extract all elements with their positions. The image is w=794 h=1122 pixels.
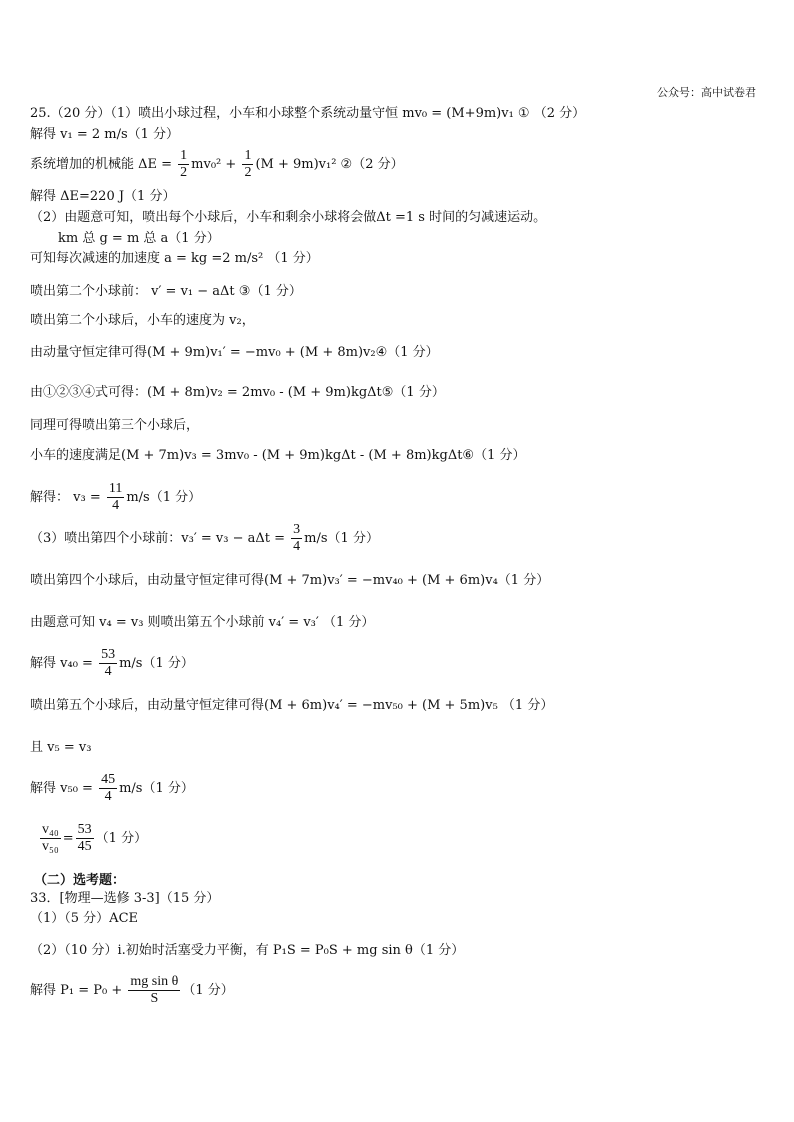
v3p-unit: m/s（1 分） [304,531,379,546]
v3-text: 解得： v₃ = [30,490,105,505]
solution-v1: 解得 v₁ = 2 m/s（1 分） [30,127,180,142]
v40-unit: m/s（1 分） [119,656,194,671]
solution-v3 [30,481,201,514]
v40-text: 解得 v₄₀ = [30,656,98,671]
fraction-v40 [99,647,117,680]
frac-num: 11 [108,481,123,496]
frac-den: 4 [104,789,112,804]
frac-den: 4 [293,539,301,554]
frac-num: 53 [101,647,116,662]
ratio-score: （1 分） [95,831,148,846]
combined-eq-5: 由①②③④式可得：(M + 8m)v₂ = 2mv₀ - (M + 9m)kgΔt⑤（1 分） [30,385,445,400]
frac-den: 45 [77,839,92,854]
fraction-half-1 [178,148,189,181]
fraction-ratio-left [40,822,61,855]
v3p-text: （3）喷出第四个小球前：v₃′ = v₃ − aΔt = [30,531,290,546]
fraction-v50 [99,772,117,805]
solution-v40 [30,647,194,680]
solution-delta-e: 解得 ΔE=220 J（1 分） [30,189,176,204]
momentum-eq-4: 由动量守恒定律可得(M + 9m)v₁′ = −mv₀ + (M + 8m)v₂④（1 分） [30,345,439,360]
frac-den: 4 [112,498,120,513]
energy-text: 系统增加的机械能 ΔE = [30,157,177,172]
v3-unit: m/s（1 分） [126,490,202,505]
third-ball-intro: 同理可得喷出第三个小球后， [30,418,200,433]
velocity-before-fourth [30,522,379,555]
momentum-fourth: 喷出第四个小球后，由动量守恒定律可得(M + 7m)v₃′ = −mv₄₀ + (M + 6m)v₄（1 分） [30,573,550,588]
frac-num: 45 [101,772,116,787]
newton-eq: km 总 g = m 总 a（1 分） [58,231,220,246]
frac-den: 2 [244,165,252,180]
fraction-v3p [291,522,302,555]
frac-den: 2 [180,165,188,180]
fraction-p1 [128,974,180,1007]
frac-num: v₄₀ [42,822,59,837]
fraction-ratio-right [76,822,94,855]
fraction-half-2 [242,148,253,181]
frac-num: 53 [77,822,92,837]
ratio-equals: = [62,831,74,846]
q33-part2-equilibrium: （2）（10 分）i.初始时活塞受力平衡，有 P₁S = P₀S + mg sin θ（1 分） [30,943,465,958]
fraction-v3 [107,481,124,514]
v50-text: 解得 v₅₀ = [30,781,98,796]
frac-den: S [150,991,159,1006]
frac-den: v₅₀ [42,839,59,854]
velocity-ratio [38,822,147,855]
part2-intro: （2）由题意可知，喷出每个小球后，小车和剩余小球将会做Δt =1 s 时间的匀减速运动。 [30,210,547,225]
momentum-eq-6: 小车的速度满足(M + 7m)v₃ = 3mv₀ - (M + 9m)kgΔt - (M + 8m)kgΔt⑥（1 分） [30,448,526,463]
frac-num: 1 [244,148,252,163]
energy-term-2: (M + 9m)v₁² ②（2 分） [255,157,404,172]
q25-part1-line: 25.（20 分）（1）喷出小球过程，小车和小球整个系统动量守恒 mv₀ = (M+9m)v₁ ① （2 分） [30,106,586,121]
velocity-after-second: 喷出第二个小球后，小车的速度为 v₂， [30,313,255,328]
frac-num: 1 [180,148,188,163]
acceleration-line: 可知每次减速的加速度 a = kg =2 m/s² （1 分） [30,251,319,266]
solution-v50 [30,772,194,805]
condition-v4: 由题意可知 v₄ = v₃ 则喷出第五个小球前 v₄′ = v₃′ （1 分） [30,615,375,630]
condition-v5: 且 v₅ = v₃ [30,740,92,755]
frac-num: 3 [293,522,301,537]
frac-den: 4 [104,664,112,679]
section-heading-elective: （二）选考题： [34,873,126,888]
v50-unit: m/s（1 分） [119,781,194,796]
energy-equation [30,148,404,181]
velocity-before-second: 喷出第二个小球前： v′ = v₁ − aΔt ③（1 分） [30,284,302,299]
p1-score: （1 分） [182,983,234,998]
energy-term: mv₀² + [191,157,241,172]
frac-num: mg sin θ [130,974,179,989]
p1-text: 解得 P₁ = P₀ + [30,983,127,998]
solution-p1 [30,974,234,1007]
q33-part1-answer: （1）（5 分）ACE [30,911,138,926]
q33-heading: 33．[物理—选修 3-3]（15 分） [30,891,220,906]
source-watermark: 公众号：高中试卷君 [657,86,756,99]
momentum-fifth: 喷出第五个小球后，由动量守恒定律可得(M + 6m)v₄′ = −mv₅₀ + (M + 5m)v₅ （1 分） [30,698,554,713]
